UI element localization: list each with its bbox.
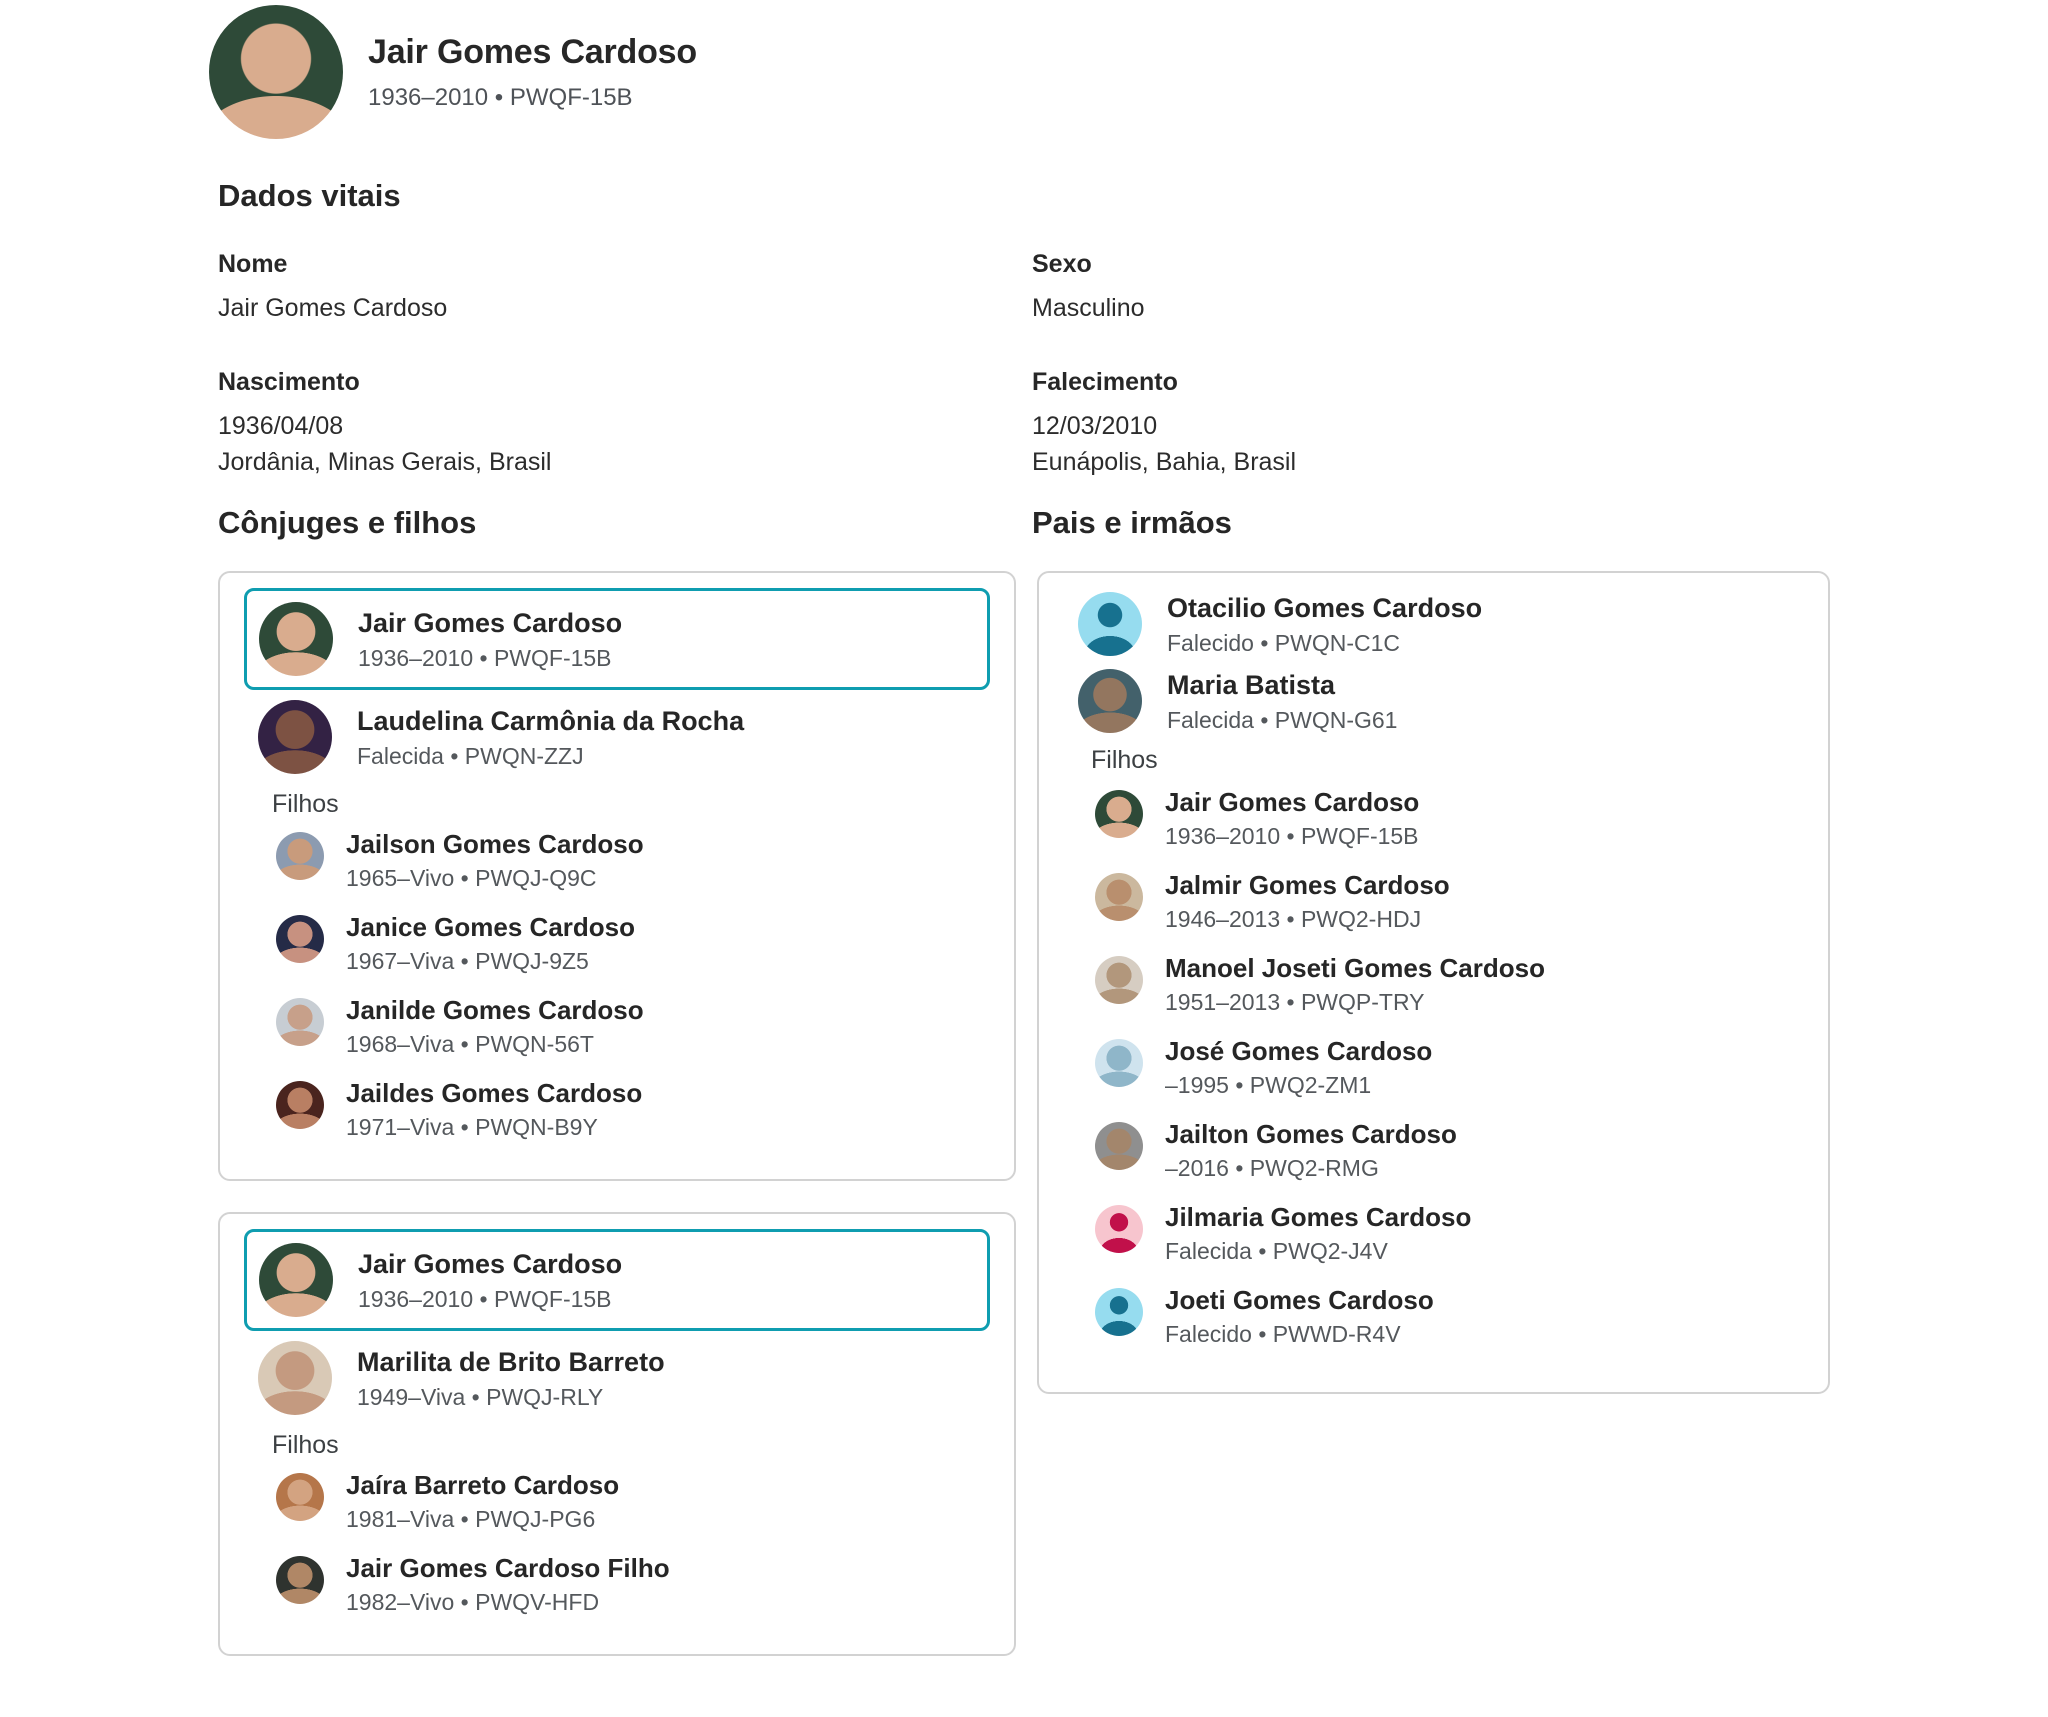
person-row-sibling[interactable] — [1095, 1119, 1804, 1202]
person-name[interactable]: Maria Batista — [1167, 669, 1336, 700]
person-lifespan-id: 1971–Viva • PWQN-B9Y — [346, 1114, 598, 1140]
vital-label: Nome — [218, 250, 288, 278]
person-row-spouse[interactable] — [259, 602, 975, 676]
person-name[interactable]: Jailson Gomes Cardoso — [346, 829, 644, 859]
profile-header — [209, 5, 697, 139]
page-title-name: Jair Gomes Cardoso — [368, 32, 697, 71]
person-row-sibling[interactable] — [1095, 787, 1804, 870]
spouses-heading: Cônjuges e filhos — [218, 505, 477, 540]
person-name[interactable]: Janilde Gomes Cardoso — [346, 995, 644, 1025]
person-row-child[interactable] — [276, 912, 990, 995]
person-avatar — [1078, 669, 1142, 733]
person-lifespan-id: Falecida • PWQN-G61 — [1167, 706, 1398, 733]
person-row-child[interactable] — [276, 1553, 990, 1636]
vital-label: Nascimento — [218, 368, 360, 396]
person-name[interactable]: Jair Gomes Cardoso Filho — [346, 1553, 670, 1583]
person-avatar — [276, 998, 324, 1046]
person-lifespan-id: 1965–Vivo • PWQJ-Q9C — [346, 865, 597, 891]
person-row-child[interactable] — [276, 1078, 990, 1161]
person-avatar — [1095, 1205, 1143, 1253]
person-lifespan-id: 1982–Vivo • PWQV-HFD — [346, 1589, 600, 1615]
children-label: Filhos — [1091, 746, 1158, 774]
vital-value: Masculino — [1032, 294, 1145, 322]
person-avatar — [1095, 1288, 1143, 1336]
person-row-spouse[interactable] — [258, 700, 990, 774]
person-lifespan-id: Falecido • PWQN-C1C — [1167, 629, 1400, 656]
vital-label: Sexo — [1032, 250, 1092, 278]
children-label: Filhos — [272, 790, 339, 818]
person-lifespan-id: –2016 • PWQ2-RMG — [1165, 1155, 1379, 1181]
person-avatar — [276, 1473, 324, 1521]
person-name[interactable]: Jalmir Gomes Cardoso — [1165, 870, 1450, 900]
person-avatar — [1095, 1122, 1143, 1170]
person-lifespan-id: –1995 • PWQ2-ZM1 — [1165, 1072, 1372, 1098]
person-name[interactable]: Jaíra Barreto Cardoso — [346, 1470, 620, 1500]
person-row-child[interactable] — [276, 829, 990, 912]
person-name[interactable]: Jair Gomes Cardoso — [1165, 787, 1420, 817]
person-lifespan-id: 1951–2013 • PWQP-TRY — [1165, 989, 1425, 1015]
vitals-heading: Dados vitais — [218, 178, 401, 213]
person-avatar — [276, 1556, 324, 1604]
spouses-section — [218, 505, 1016, 1687]
person-row-sibling[interactable] — [1095, 1285, 1804, 1368]
vital-value: Jair Gomes Cardoso — [218, 294, 448, 322]
person-name[interactable]: Jaildes Gomes Cardoso — [346, 1078, 643, 1108]
page-title-lifespan-id: 1936–2010 • PWQF-15B — [368, 83, 633, 111]
vital-value-date: 1936/04/08 — [218, 412, 344, 440]
person-row-sibling[interactable] — [1095, 953, 1804, 1036]
person-avatar — [259, 1243, 333, 1317]
person-name[interactable]: Joeti Gomes Cardoso — [1165, 1285, 1434, 1315]
vitals-section — [218, 178, 1838, 480]
family-card-1 — [218, 571, 1016, 1181]
person-name[interactable]: Manoel Joseti Gomes Cardoso — [1165, 953, 1545, 983]
person-avatar — [1095, 873, 1143, 921]
person-name[interactable]: Janice Gomes Cardoso — [346, 912, 635, 942]
person-name[interactable]: Laudelina Carmônia da Rocha — [357, 705, 745, 736]
person-lifespan-id: 1981–Viva • PWQJ-PG6 — [346, 1506, 596, 1532]
person-name[interactable]: Jair Gomes Cardoso — [358, 607, 623, 638]
person-avatar — [258, 700, 332, 774]
person-lifespan-id: 1936–2010 • PWQF-15B — [358, 1285, 612, 1312]
vital-field-sexo — [1032, 250, 1838, 326]
person-lifespan-id: 1946–2013 • PWQ2-HDJ — [1165, 906, 1422, 932]
person-avatar — [1078, 592, 1142, 656]
person-avatar — [276, 832, 324, 880]
person-name[interactable]: Jailton Gomes Cardoso — [1165, 1119, 1457, 1149]
person-lifespan-id: Falecida • PWQN-ZZJ — [357, 742, 584, 769]
person-avatar — [259, 602, 333, 676]
person-name[interactable]: José Gomes Cardoso — [1165, 1036, 1433, 1066]
person-avatar — [1095, 956, 1143, 1004]
person-lifespan-id: 1949–Viva • PWQJ-RLY — [357, 1383, 604, 1410]
person-avatar — [258, 1341, 332, 1415]
children-label: Filhos — [272, 1431, 339, 1459]
person-lifespan-id: 1936–2010 • PWQF-15B — [358, 644, 612, 671]
vital-field-nome — [218, 250, 1032, 326]
person-name[interactable]: Marilita de Brito Barreto — [357, 1346, 665, 1377]
parents-section — [1032, 505, 1832, 1394]
person-lifespan-id: 1936–2010 • PWQF-15B — [1165, 823, 1419, 849]
person-avatar — [1095, 1039, 1143, 1087]
vital-value-place: Eunápolis, Bahia, Brasil — [1032, 448, 1297, 476]
person-avatar — [1095, 790, 1143, 838]
person-row-sibling[interactable] — [1095, 1202, 1804, 1285]
person-avatar — [276, 915, 324, 963]
person-row-sibling[interactable] — [1095, 870, 1804, 953]
family-card-2 — [218, 1212, 1016, 1656]
person-lifespan-id: 1968–Viva • PWQN-56T — [346, 1031, 594, 1057]
vitals-grid — [218, 250, 1838, 480]
vital-value-place: Jordânia, Minas Gerais, Brasil — [218, 448, 552, 476]
vital-field-nascimento — [218, 368, 1032, 480]
vital-label: Falecimento — [1032, 368, 1178, 396]
person-row-sibling[interactable] — [1095, 1036, 1804, 1119]
person-row-father[interactable] — [1078, 592, 1804, 656]
parents-card — [1037, 571, 1830, 1394]
vital-value-date: 12/03/2010 — [1032, 412, 1158, 440]
person-avatar — [276, 1081, 324, 1129]
person-name[interactable]: Otacilio Gomes Cardoso — [1167, 592, 1483, 623]
person-name[interactable]: Jair Gomes Cardoso — [358, 1248, 623, 1279]
person-row-mother[interactable] — [1078, 669, 1804, 733]
profile-title-block — [368, 33, 697, 112]
focused-person-ring — [244, 588, 990, 690]
focused-person-ring — [244, 1229, 990, 1331]
person-row-spouse[interactable] — [259, 1243, 975, 1317]
person-name[interactable]: Jilmaria Gomes Cardoso — [1165, 1202, 1472, 1232]
parents-heading: Pais e irmãos — [1032, 505, 1232, 540]
vital-field-falecimento — [1032, 368, 1838, 480]
person-row-spouse[interactable] — [258, 1341, 990, 1415]
person-row-child[interactable] — [276, 1470, 990, 1553]
person-lifespan-id: Falecida • PWQ2-J4V — [1165, 1238, 1388, 1264]
profile-photo[interactable] — [209, 5, 343, 139]
person-row-child[interactable] — [276, 995, 990, 1078]
person-lifespan-id: 1967–Viva • PWQJ-9Z5 — [346, 948, 589, 974]
person-lifespan-id: Falecido • PWWD-R4V — [1165, 1321, 1401, 1347]
